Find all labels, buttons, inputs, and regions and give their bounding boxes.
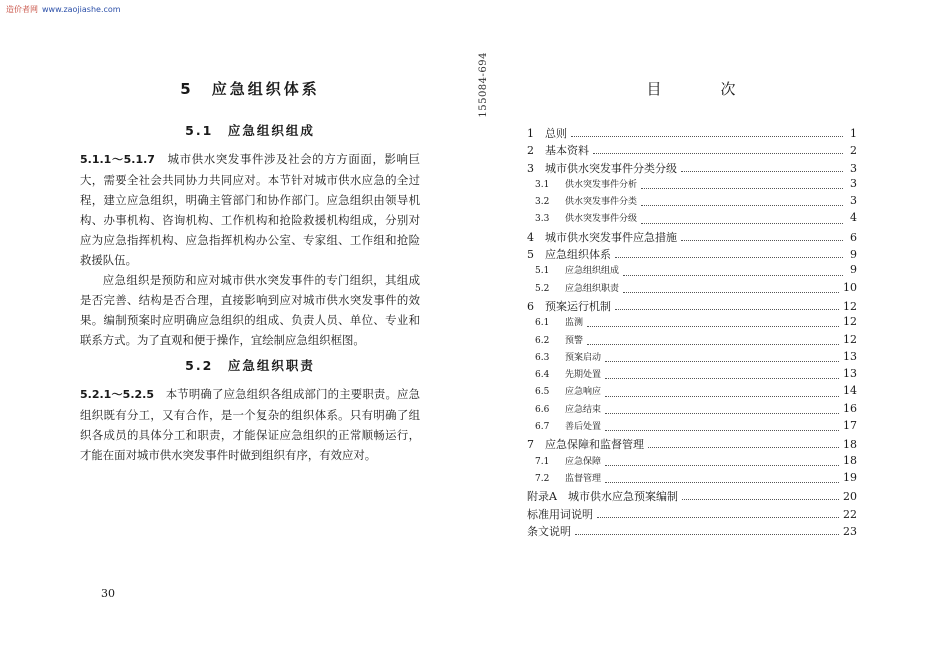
toc-entry-page: 12 [843, 332, 857, 346]
clause-number: 5.2.1～5.2.5 [80, 388, 154, 401]
toc-entry-label: 善后处置 [565, 422, 602, 433]
toc-leader-dots [605, 430, 839, 431]
toc-entry[interactable] [527, 367, 857, 384]
toc-entry-label: 监测 [565, 318, 584, 329]
toc-leader-dots [623, 292, 839, 293]
toc-entry-number: 6.6 [535, 404, 550, 415]
toc-entry-label: 附录A 城市供水应急预案编制 [527, 490, 678, 504]
toc-entry[interactable] [527, 142, 857, 159]
toc-entry-page: 13 [843, 367, 857, 381]
toc-entry-label: 条文说明 [527, 524, 571, 538]
toc-entry-page: 19 [843, 470, 857, 484]
toc-entry[interactable] [527, 177, 857, 194]
toc-entry-number: 3.1 [535, 179, 550, 190]
toc-entry-number: 6.1 [535, 318, 550, 329]
toc-entry-page: 3 [850, 194, 857, 208]
section-title: 5.1 应急组织组成 [185, 123, 315, 138]
watermark-url: www.zaojiashe.com [42, 5, 121, 14]
toc-entry-number: 7 [527, 438, 534, 452]
toc-entry-label: 应急组织职责 [565, 283, 620, 294]
toc-entry-label: 预警 [565, 335, 584, 346]
toc-leader-dots [648, 447, 839, 448]
toc-entry[interactable] [527, 246, 857, 263]
toc-entry-page: 4 [850, 211, 857, 225]
toc-entry[interactable] [527, 315, 857, 332]
toc-entry-label: 应急组织体系 [545, 248, 611, 262]
spine-code: 155084-694 [478, 52, 489, 118]
toc-entry-page: 1 [850, 127, 857, 140]
toc-leader-dots [605, 482, 839, 483]
toc-entry-label: 应急保障和监督管理 [545, 438, 644, 452]
toc-entry-number: 5 [527, 248, 534, 262]
paragraph-text: 应急组织是预防和应对城市供水突发事件的专门组织，其组成是否完善、结构是否合理，直接影响到应对城市供水突发事件的效果。编制预案时应明确应急组织的组成、负责人员、单位、专业和联系方式。为了直观和便于操作，宜绘制应急组织框图。 [80, 273, 420, 347]
toc-entry-page: 18 [843, 453, 857, 467]
toc-leader-dots [593, 153, 843, 154]
toc-entry-number: 1 [527, 127, 534, 140]
toc-entry-number: 6.3 [535, 352, 550, 363]
paragraph [80, 270, 420, 350]
toc-entry-number: 5.2 [535, 283, 550, 294]
toc-entry-page: 23 [843, 524, 857, 538]
toc-entry-label: 预案启动 [565, 352, 602, 363]
toc-leader-dots [641, 223, 843, 224]
toc-entry-number: 3 [527, 161, 534, 175]
toc-entry[interactable] [527, 350, 857, 367]
toc-leader-dots [681, 171, 843, 172]
toc-leader-dots [641, 188, 843, 189]
toc-leader-dots [575, 534, 839, 535]
section-title: 5.2 应急组织职责 [185, 358, 315, 373]
toc-entry-page: 17 [843, 419, 857, 433]
toc-entry-label: 基本资料 [545, 144, 589, 158]
toc-entry-number: 3.3 [535, 214, 550, 225]
toc-leader-dots [615, 257, 843, 258]
toc-entry-label: 供水突发事件分析 [565, 179, 638, 190]
toc-leader-dots [587, 344, 839, 345]
toc-entry[interactable] [527, 436, 857, 453]
toc-leader-dots [605, 413, 839, 414]
toc-entry-number: 6.4 [535, 370, 550, 381]
toc-leader-dots [605, 378, 839, 379]
toc-entry-page: 3 [850, 161, 857, 175]
toc-entry-number: 4 [527, 230, 534, 244]
toc-leader-dots [641, 205, 843, 206]
toc-entry-label: 供水突发事件分类 [565, 197, 638, 208]
toc-list [527, 125, 857, 540]
toc-entry-number: 6 [527, 299, 534, 313]
toc-entry-label: 城市供水突发事件分类分级 [545, 161, 677, 175]
watermark [6, 4, 121, 15]
toc-entry[interactable] [527, 402, 857, 419]
toc-entry-page: 22 [843, 507, 857, 521]
toc-entry[interactable] [527, 281, 857, 298]
toc-leader-dots [605, 396, 839, 397]
watermark-site: 造价者网 [6, 5, 38, 14]
toc-leader-dots [623, 275, 843, 276]
toc-entry-page: 14 [843, 384, 857, 398]
toc-entry-page: 16 [843, 401, 857, 415]
toc-entry-label: 总则 [545, 127, 567, 140]
toc-entry-page: 9 [850, 263, 857, 277]
chapter-title: 5 应急组织体系 [180, 80, 320, 98]
toc-entry[interactable] [527, 333, 857, 350]
toc-title: 目 次 [646, 80, 758, 98]
toc-entry-label: 应急结束 [565, 404, 602, 415]
toc-entry-label: 应急组织组成 [565, 266, 620, 277]
toc-entry[interactable] [527, 384, 857, 401]
toc-entry-label: 监督管理 [565, 473, 602, 484]
toc-entry-label: 应急保障 [565, 456, 602, 467]
toc-entry-page: 6 [850, 230, 857, 244]
toc-entry[interactable] [527, 298, 857, 315]
toc-entry[interactable] [527, 419, 857, 436]
toc-leader-dots [597, 517, 839, 518]
toc-entry-page: 20 [843, 490, 857, 504]
page-number: 30 [101, 587, 115, 600]
left-page [80, 78, 420, 465]
toc-entry-page: 2 [850, 144, 857, 158]
toc-entry-number: 6.5 [535, 387, 550, 398]
toc-entry[interactable] [527, 454, 857, 471]
toc-entry-page: 10 [843, 280, 857, 294]
toc-entry-label: 预案运行机制 [545, 299, 611, 313]
toc-entry[interactable] [527, 125, 857, 142]
toc-entry-label: 供水突发事件分级 [565, 214, 638, 225]
toc-entry[interactable] [527, 160, 857, 177]
toc-leader-dots [571, 136, 843, 137]
paragraph [80, 149, 420, 270]
toc-entry[interactable] [527, 523, 857, 540]
toc-entry-number: 5.1 [535, 266, 550, 277]
toc-leader-dots [682, 499, 839, 500]
toc-entry[interactable] [527, 471, 857, 488]
toc-entry[interactable] [527, 263, 857, 280]
toc-entry-number: 3.2 [535, 197, 550, 208]
paragraph-text: 本节明确了应急组织各组成部门的主要职责。应急组织既有分工，又有合作，是一个复杂的组织体系。只有明确了组织各成员的具体分工和职责，才能保证应急组织的正常顺畅运行，才能在面对城市供水突发事件时做到组织有序，有效应对。 [80, 387, 420, 462]
toc-entry-number: 2 [527, 144, 534, 158]
toc-entry-label: 标准用词说明 [527, 507, 593, 521]
paragraph [80, 384, 420, 465]
toc-entry-page: 9 [850, 248, 857, 262]
paragraph-text: 城市供水突发事件涉及社会的方方面面，影响巨大，需要全社会共同协力共同应对。本节针对城市供水应急的全过程，建立应急组织，明确主管部门和协作部门。应急组织由领导机构、办事机构、咨询机构、工作机构和抢险救援机构组成，分别对应为应急指挥机构、应急指挥机构办公室、专家组、工作组和抢险救援队伍。 [80, 152, 420, 267]
toc-leader-dots [605, 465, 839, 466]
toc-entry[interactable] [527, 506, 857, 523]
toc-entry-number: 7.1 [535, 456, 550, 467]
toc-leader-dots [605, 361, 839, 362]
toc-leader-dots [587, 326, 839, 327]
toc-entry-page: 12 [843, 315, 857, 329]
toc-entry[interactable] [527, 194, 857, 211]
toc-entry-page: 13 [843, 349, 857, 363]
clause-number: 5.1.1～5.1.7 [80, 153, 155, 166]
toc-entry-page: 3 [850, 176, 857, 190]
toc-entry-page: 12 [843, 299, 857, 313]
toc-entry[interactable] [527, 211, 857, 228]
toc-entry-number: 6.2 [535, 335, 550, 346]
toc-leader-dots [681, 240, 843, 241]
toc-entry-number: 6.7 [535, 422, 550, 433]
toc-entry-label: 城市供水突发事件应急措施 [545, 230, 677, 244]
toc-entry-label: 先期处置 [565, 370, 602, 381]
toc-page [527, 78, 857, 540]
toc-entry[interactable] [527, 229, 857, 246]
toc-entry-page: 18 [843, 438, 857, 452]
toc-entry[interactable] [527, 488, 857, 505]
toc-leader-dots [615, 309, 839, 310]
toc-entry-number: 7.2 [535, 473, 550, 484]
toc-entry-label: 应急响应 [565, 387, 602, 398]
